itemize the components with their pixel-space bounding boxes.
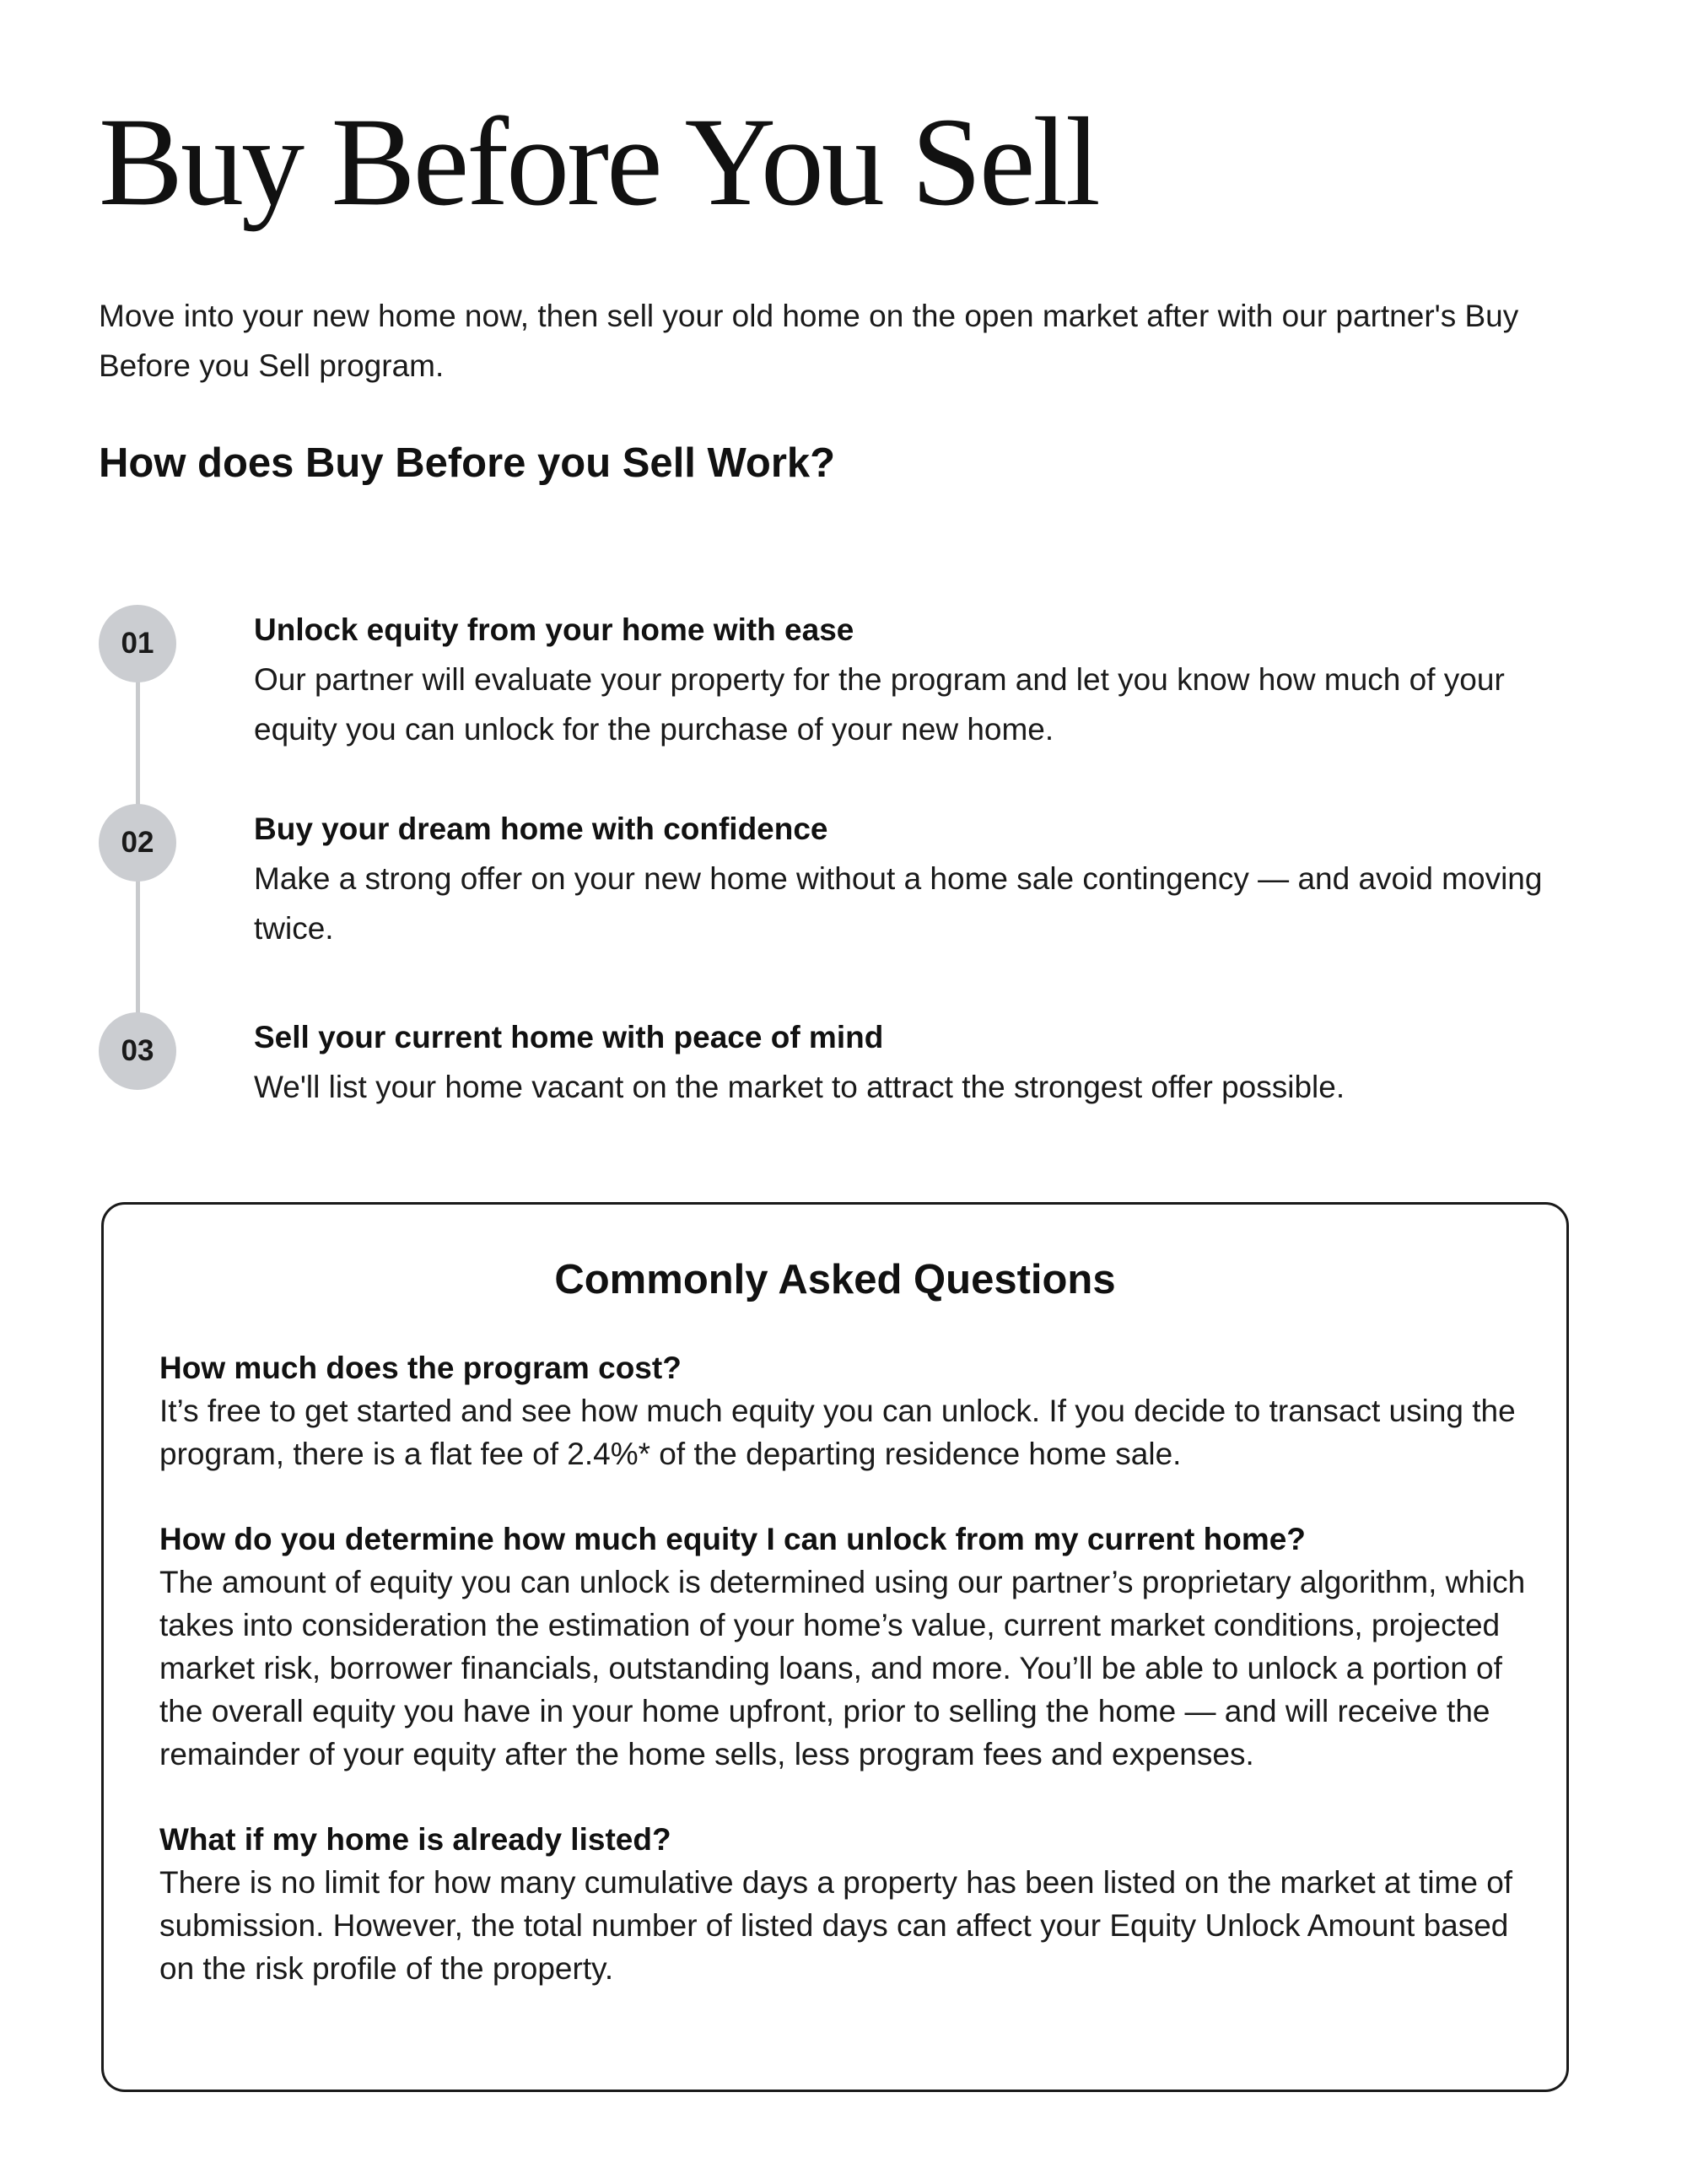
step-title: Unlock equity from your home with ease bbox=[254, 612, 854, 647]
step-number-badge: 02 bbox=[99, 804, 176, 882]
faq-panel bbox=[101, 1202, 1569, 2092]
faq-list bbox=[159, 1346, 1526, 2032]
step-content bbox=[254, 605, 1570, 754]
faq-answer: There is no limit for how many cumulative days a property has been listed on the market at time of submission. However, the total number of listed days can affect your Equity Unlock Amount based on the risk profile of the property. bbox=[159, 1865, 1513, 1986]
faq-question: How much does the program cost? bbox=[159, 1351, 682, 1385]
step-description: Our partner will evaluate your property for the program and let you know how much of your equity you can unlock for the purchase of your new home. bbox=[254, 662, 1505, 747]
faq-question: What if my home is already listed? bbox=[159, 1822, 671, 1857]
faq-answer: The amount of equity you can unlock is determined using our partner’s proprietary algorithm, which takes into consideration the estimation of your home’s value, current market conditions, projected market risk, borrower financials, outstanding loans, and more. You’ll be able to unlock a portion of the overall equity you have in your home upfront, prior to selling the home — and will receive the remainder of your equity after the home sells, less program fees and expenses. bbox=[159, 1565, 1526, 1771]
faq-heading: Commonly Asked Questions bbox=[554, 1257, 1116, 1302]
faq-answer: It’s free to get started and see how much equity you can unlock. If you decide to transact using the program, there is a flat fee of 2.4%* of the departing residence home sale. bbox=[159, 1394, 1516, 1471]
faq-question: How do you determine how much equity I can unlock from my current home? bbox=[159, 1522, 1306, 1556]
faq-item bbox=[159, 1818, 1526, 1990]
step-number-badge: 03 bbox=[99, 1012, 176, 1090]
page-title: Buy Before You Sell bbox=[99, 92, 1098, 232]
faq-item bbox=[159, 1346, 1526, 1475]
faq-item bbox=[159, 1518, 1526, 1776]
step-content bbox=[254, 1012, 1570, 1112]
step-number-badge: 01 bbox=[99, 605, 176, 682]
step-title: Sell your current home with peace of mind bbox=[254, 1020, 884, 1054]
step-title: Buy your dream home with confidence bbox=[254, 812, 828, 846]
how-it-works-heading: How does Buy Before you Sell Work? bbox=[99, 440, 836, 486]
step-content bbox=[254, 804, 1570, 953]
intro-paragraph: Move into your new home now, then sell your old home on the open market after with our partner's Buy Before you Sell program. bbox=[99, 299, 1519, 383]
step-description: Make a strong offer on your new home without a home sale contingency — and avoid moving twice. bbox=[254, 861, 1543, 946]
step-description: We'll list your home vacant on the market to attract the strongest offer possible. bbox=[254, 1070, 1345, 1104]
